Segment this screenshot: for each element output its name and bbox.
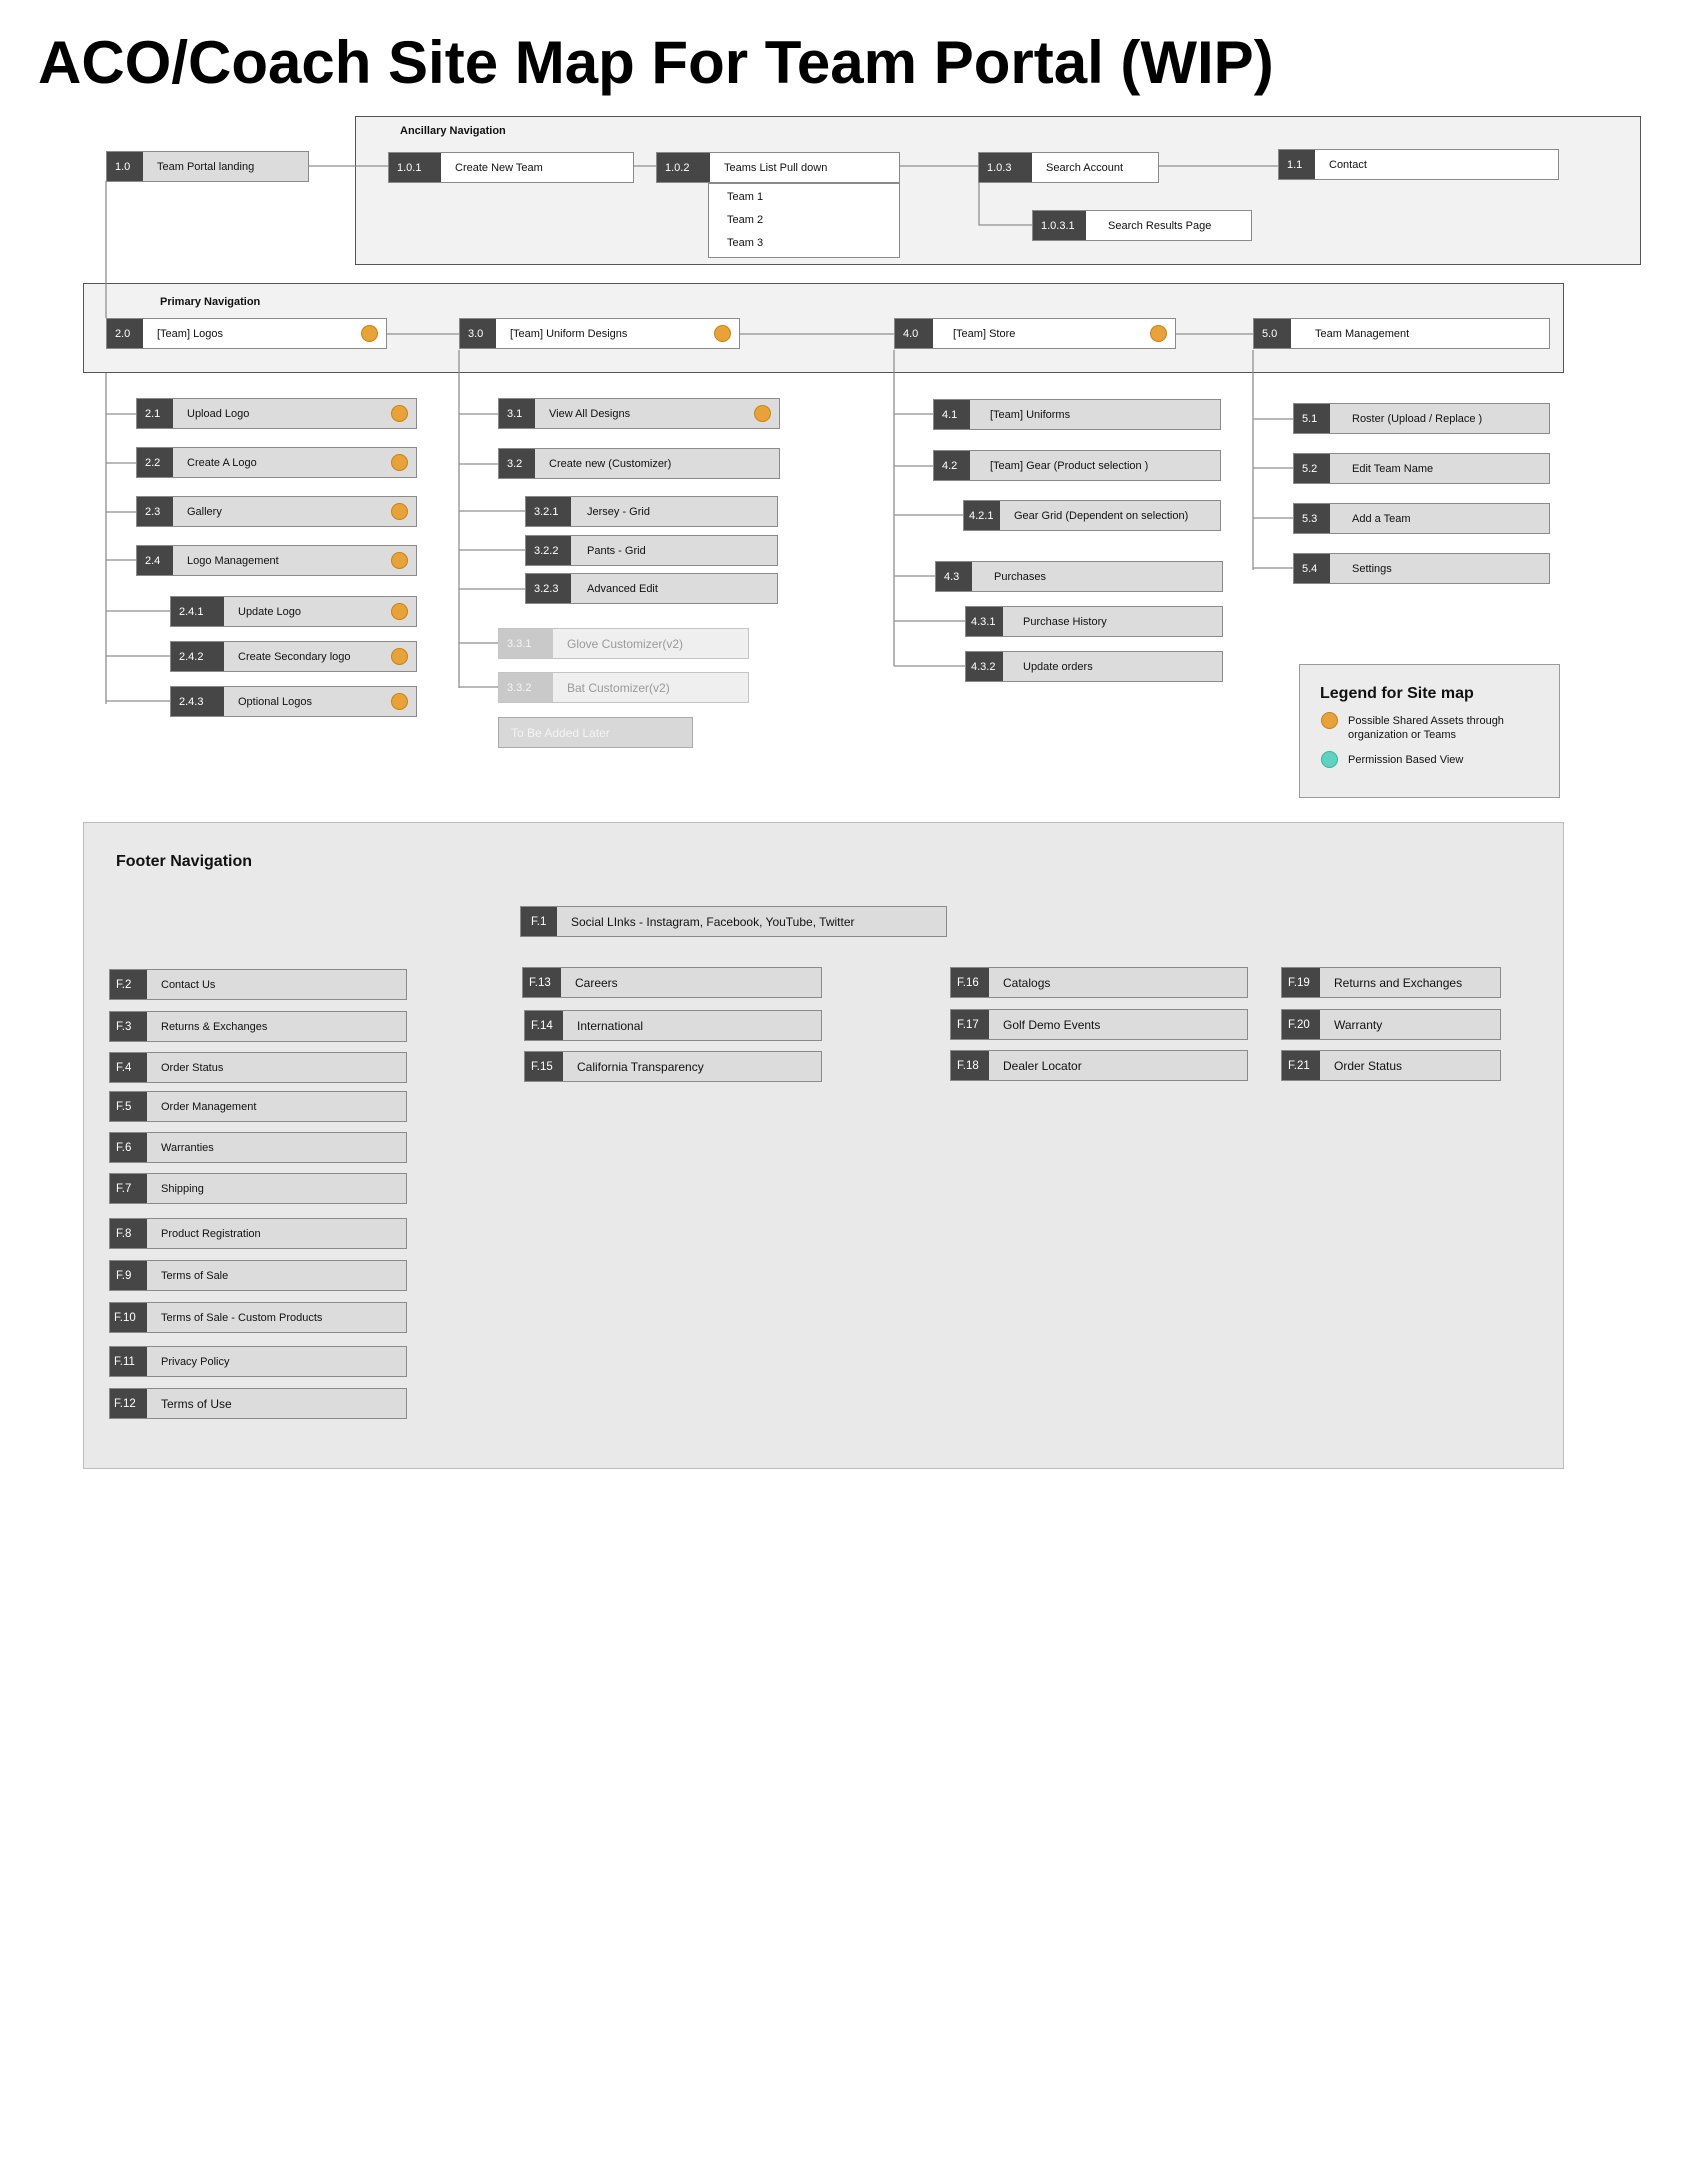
node-label: Create new (Customizer) <box>549 457 672 470</box>
node-number: 1.0.3 <box>979 153 1032 182</box>
footer-order-status-2 <box>1281 1050 1501 1081</box>
node-number: 1.1 <box>1279 150 1315 179</box>
node-label: Purchase History <box>1023 615 1107 628</box>
node-label: Contact <box>1329 158 1367 171</box>
node-number: 5.4 <box>1294 554 1330 583</box>
footer-contact-us <box>109 969 407 1000</box>
node-create-new-customizer <box>498 448 780 479</box>
node-number: 2.4.3 <box>171 687 224 716</box>
node-number: F.20 <box>1282 1010 1320 1039</box>
node-label: [Team] Logos <box>157 327 224 340</box>
node-label: [Team] Store <box>953 327 1016 340</box>
node-label: International <box>577 1018 644 1033</box>
node-label: Bat Customizer(v2) <box>567 680 670 695</box>
node-label: Order Status <box>161 1061 224 1074</box>
footer-dealer-locator <box>950 1050 1248 1081</box>
node-purchases <box>935 561 1223 592</box>
node-label: Warranty <box>1334 1017 1383 1032</box>
node-label: Upload Logo <box>187 407 250 420</box>
node-number: 3.2 <box>499 449 535 478</box>
node-number: F.9 <box>110 1261 147 1290</box>
team-list-item: Team 3 <box>727 237 764 249</box>
node-gear-grid <box>963 500 1221 531</box>
node-number: F.5 <box>110 1092 147 1121</box>
node-label: Settings <box>1352 562 1392 575</box>
node-label: Update Logo <box>238 605 301 618</box>
node-number: F.11 <box>110 1347 147 1376</box>
node-settings <box>1293 553 1550 584</box>
node-team-store <box>894 318 1176 349</box>
node-number: 3.0 <box>460 319 496 348</box>
footer-international <box>524 1010 822 1041</box>
team-list-item: Team 1 <box>727 191 764 203</box>
node-number: 3.2.3 <box>526 574 571 603</box>
node-number: 3.3.1 <box>499 629 553 658</box>
footer-warranties <box>109 1132 407 1163</box>
node-search-results-page <box>1032 210 1252 241</box>
node-label: Order Status <box>1334 1058 1403 1073</box>
node-add-a-team <box>1293 503 1550 534</box>
node-label: Update orders <box>1023 660 1093 673</box>
node-label: Warranties <box>161 1141 214 1154</box>
node-label: Teams List Pull down <box>724 161 828 174</box>
node-number: 3.2.1 <box>526 497 571 526</box>
node-label: Logo Management <box>187 554 279 567</box>
node-number: F.18 <box>951 1051 989 1080</box>
node-number: F.10 <box>110 1303 147 1332</box>
page-title: ACO/Coach Site Map For Team Portal (WIP) <box>38 29 1274 96</box>
node-number: 2.0 <box>107 319 143 348</box>
node-number: F.13 <box>523 968 561 997</box>
node-label: Careers <box>575 975 618 990</box>
node-team-uniform-designs <box>459 318 740 349</box>
node-label: Add a Team <box>1352 512 1411 525</box>
footer-careers <box>522 967 822 998</box>
node-team-uniforms <box>933 399 1221 430</box>
footer-terms-of-use <box>109 1388 407 1419</box>
footer-product-registration <box>109 1218 407 1249</box>
node-label: Catalogs <box>1003 975 1051 990</box>
node-label: Glove Customizer(v2) <box>567 636 684 651</box>
teams-list-dropdown <box>708 183 900 258</box>
node-number: F.12 <box>110 1389 147 1418</box>
footer-terms-of-sale <box>109 1260 407 1291</box>
node-label: Roster (Upload / Replace ) <box>1352 412 1483 425</box>
shared-asset-icon <box>1150 325 1167 342</box>
primary-nav-label: Primary Navigation <box>160 296 261 308</box>
node-create-new-team <box>388 152 634 183</box>
footer-california-transparency <box>524 1051 822 1082</box>
node-label: Advanced Edit <box>587 582 658 595</box>
node-label: Pants - Grid <box>587 544 646 557</box>
node-number: 5.3 <box>1294 504 1330 533</box>
node-number: 4.3.2 <box>966 652 1003 681</box>
node-team-logos <box>106 318 387 349</box>
node-number: F.2 <box>110 970 147 999</box>
node-bat-customizer <box>498 672 749 703</box>
node-label: Jersey - Grid <box>587 505 650 518</box>
footer-returns-and-exchanges <box>1281 967 1501 998</box>
shared-asset-icon <box>391 603 408 620</box>
node-view-all-designs <box>498 398 780 429</box>
node-purchase-history <box>965 606 1223 637</box>
node-number: 2.3 <box>137 497 173 526</box>
footer-terms-of-sale-custom <box>109 1302 407 1333</box>
footer-shipping <box>109 1173 407 1204</box>
node-label: Gear Grid (Dependent on selection) <box>1014 509 1189 522</box>
node-label: Terms of Use <box>161 1396 232 1411</box>
node-label: Create A Logo <box>187 456 257 469</box>
node-number: 2.1 <box>137 399 173 428</box>
footer-privacy-policy <box>109 1346 407 1377</box>
node-label: [Team] Gear (Product selection ) <box>990 459 1149 472</box>
node-number: F.19 <box>1282 968 1320 997</box>
footer-returns-exchanges <box>109 1011 407 1042</box>
node-create-secondary-logo <box>170 641 417 672</box>
node-number: F.15 <box>525 1052 563 1081</box>
node-number: 5.1 <box>1294 404 1330 433</box>
node-label: Contact Us <box>161 978 216 991</box>
node-label: Returns & Exchanges <box>161 1020 268 1033</box>
footer-social-links <box>520 906 947 937</box>
node-pants-grid <box>525 535 778 566</box>
node-logo-management <box>136 545 417 576</box>
shared-asset-icon <box>391 693 408 710</box>
node-gallery <box>136 496 417 527</box>
node-label: [Team] Uniforms <box>990 408 1071 421</box>
legend-box <box>1299 664 1560 798</box>
footer-warranty <box>1281 1009 1501 1040</box>
node-label: Team Management <box>1315 327 1410 340</box>
node-number: F.14 <box>525 1011 563 1040</box>
node-number: F.1 <box>521 907 557 936</box>
node-label: Product Registration <box>161 1227 261 1240</box>
node-search-account <box>978 152 1159 183</box>
node-update-orders <box>965 651 1223 682</box>
node-number: F.7 <box>110 1174 147 1203</box>
node-team-management <box>1253 318 1550 349</box>
node-number: F.21 <box>1282 1051 1320 1080</box>
node-number: F.16 <box>951 968 989 997</box>
node-contact <box>1278 149 1559 180</box>
footer-order-management <box>109 1091 407 1122</box>
node-number: 1.0.1 <box>389 153 441 182</box>
node-label: Golf Demo Events <box>1003 1017 1101 1032</box>
node-number: 2.2 <box>137 448 173 477</box>
node-label: Returns and Exchanges <box>1334 975 1463 990</box>
node-create-a-logo <box>136 447 417 478</box>
node-number: 3.3.2 <box>499 673 553 702</box>
node-label: Order Management <box>161 1100 257 1113</box>
node-label: Create Secondary logo <box>238 650 351 663</box>
node-teams-list-pulldown <box>656 152 900 183</box>
footer-nav-title: Footer Navigation <box>116 853 253 870</box>
node-number: 4.3.1 <box>966 607 1003 636</box>
footer-order-status <box>109 1052 407 1083</box>
shared-asset-icon <box>391 648 408 665</box>
shared-asset-legend-icon <box>1321 712 1338 729</box>
node-number: 5.2 <box>1294 454 1330 483</box>
node-optional-logos <box>170 686 417 717</box>
node-label: Create New Team <box>455 161 543 174</box>
node-number: 1.0 <box>107 152 143 181</box>
node-number: 4.3 <box>936 562 972 591</box>
node-number: 3.1 <box>499 399 535 428</box>
shared-asset-icon <box>391 454 408 471</box>
node-advanced-edit <box>525 573 778 604</box>
shared-asset-icon <box>391 552 408 569</box>
node-number: 1.0.2 <box>657 153 710 182</box>
node-label: Gallery <box>187 505 222 518</box>
node-label: Shipping <box>161 1182 204 1195</box>
permission-legend-icon <box>1321 751 1338 768</box>
node-label: Optional Logos <box>238 695 312 708</box>
node-number: F.3 <box>110 1012 147 1041</box>
node-number: 3.2.2 <box>526 536 571 565</box>
node-update-logo <box>170 596 417 627</box>
shared-asset-icon <box>361 325 378 342</box>
node-team-portal-landing <box>106 151 309 182</box>
node-number: 1.0.3.1 <box>1033 211 1086 240</box>
node-label: View All Designs <box>549 407 631 420</box>
node-label: California Transparency <box>577 1059 704 1074</box>
legend-permission-text: Permission Based View <box>1348 754 1464 766</box>
node-number: 2.4 <box>137 546 173 575</box>
team-list-item: Team 2 <box>727 214 764 226</box>
node-label: Terms of Sale - Custom Products <box>161 1311 323 1324</box>
node-edit-team-name <box>1293 453 1550 484</box>
node-number: 4.2.1 <box>964 501 1000 530</box>
node-label: Terms of Sale <box>161 1269 229 1282</box>
shared-asset-icon <box>714 325 731 342</box>
node-number: F.8 <box>110 1219 147 1248</box>
node-glove-customizer <box>498 628 749 659</box>
node-number: 2.4.2 <box>171 642 224 671</box>
legend-shared-assets-text: Possible Shared Assets through organization or Teams <box>1348 715 1504 741</box>
shared-asset-icon <box>391 405 408 422</box>
node-roster <box>1293 403 1550 434</box>
node-team-gear <box>933 450 1221 481</box>
node-upload-logo <box>136 398 417 429</box>
footer-golf-demo-events <box>950 1009 1248 1040</box>
node-label: [Team] Uniform Designs <box>510 327 628 340</box>
node-number: F.17 <box>951 1010 989 1039</box>
node-label: Dealer Locator <box>1003 1058 1082 1073</box>
node-label: Privacy Policy <box>161 1355 230 1368</box>
ancillary-nav-label: Ancillary Navigation <box>400 125 506 137</box>
node-label: Edit Team Name <box>1352 462 1434 475</box>
node-label: Search Account <box>1046 161 1124 174</box>
shared-asset-icon <box>391 503 408 520</box>
node-label: Social LInks - Instagram, Facebook, YouTube, Twitter <box>571 914 855 929</box>
node-jersey-grid <box>525 496 778 527</box>
node-number: F.6 <box>110 1133 147 1162</box>
node-to-be-added-later <box>498 717 693 748</box>
shared-asset-icon <box>754 405 771 422</box>
node-number: 4.2 <box>934 451 970 480</box>
node-label: To Be Added Later <box>511 725 610 740</box>
node-number: 4.0 <box>895 319 933 348</box>
footer-catalogs <box>950 967 1248 998</box>
node-label: Search Results Page <box>1108 219 1212 232</box>
node-label: Team Portal landing <box>157 160 255 173</box>
node-number: 5.0 <box>1254 319 1291 348</box>
node-number: 4.1 <box>934 400 970 429</box>
node-number: 2.4.1 <box>171 597 224 626</box>
node-number: F.4 <box>110 1053 147 1082</box>
node-label: Purchases <box>994 570 1046 583</box>
legend-title: Legend for Site map <box>1320 685 1474 702</box>
